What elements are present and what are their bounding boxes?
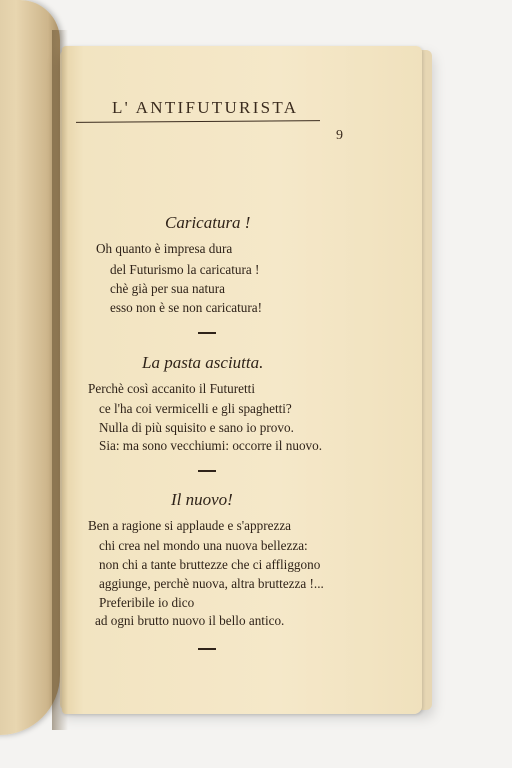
poem-line: non chi a tante bruttezze che ci affliggono <box>99 557 321 572</box>
poem-title-pasta-asciutta: La pasta asciutta. <box>142 353 264 372</box>
poem-line: Perchè così accanito il Futuretti <box>88 381 255 396</box>
poem-line: Oh quanto è impresa dura <box>96 241 233 256</box>
poem-line: Sia: ma sono vecchiumi: occorre il nuovo. <box>99 438 323 453</box>
page-number: 9 <box>336 128 343 143</box>
poem-line: ad ogni brutto nuovo il bello antico. <box>95 613 285 628</box>
section-divider <box>198 332 216 334</box>
poem-title-caricatura: Caricatura ! <box>165 213 251 232</box>
poem-line: chi crea nel mondo una nuova bellezza: <box>99 538 308 553</box>
section-divider <box>198 648 216 650</box>
section-divider <box>198 470 216 472</box>
poem-line: esso non è se non caricatura! <box>110 300 262 315</box>
poem-line: Preferibile io dico <box>99 595 195 610</box>
poem-line: Ben a ragione si applaude e s'apprezza <box>88 518 292 533</box>
running-head: L' ANTIFUTURISTA <box>112 98 299 117</box>
poem-line: ce l'ha coi vermicelli e gli spaghetti? <box>99 401 292 416</box>
poem-line: aggiunge, perchè nuova, altra bruttezza !... <box>99 576 324 591</box>
book-gutter <box>52 30 68 730</box>
facing-page-edge <box>0 0 60 735</box>
poem-line: del Futurismo la caricatura ! <box>110 262 260 277</box>
poem-line: Nulla di più squisito e sano io provo. <box>99 420 294 435</box>
poem-title-il-nuovo: Il nuovo! <box>171 490 233 509</box>
poem-line: chè già per sua natura <box>110 281 225 296</box>
